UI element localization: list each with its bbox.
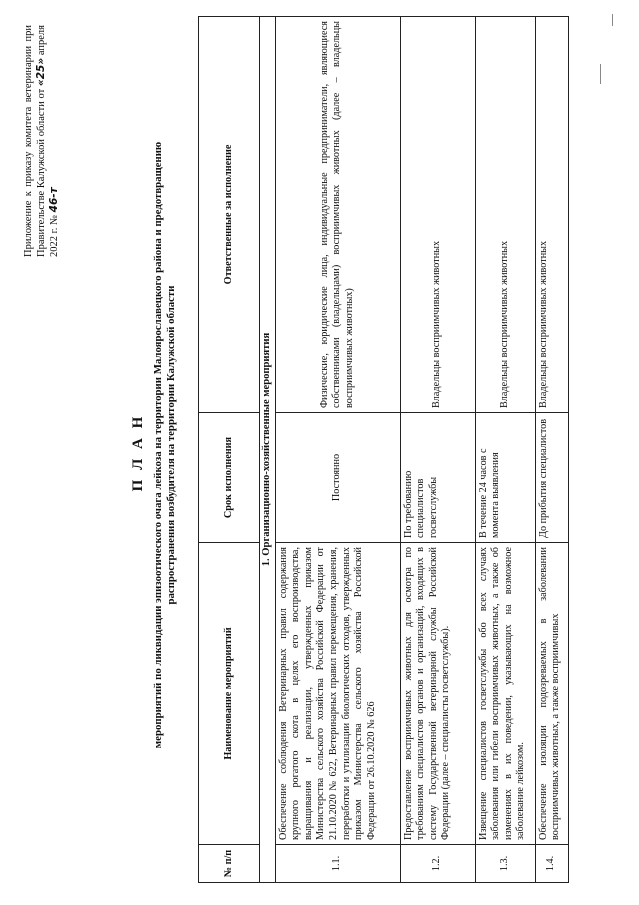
- section-row: [260, 17, 276, 883]
- appendix-line2-mid: апреля 2022 г. №: [36, 25, 60, 257]
- table-row: [400, 17, 475, 883]
- appendix-line1: Приложение к приказу комитета ветеринарии при Правительстве: [23, 25, 47, 257]
- row-term: По требованию специалистов госветслужбы: [400, 413, 475, 543]
- appendix-header: [22, 25, 61, 257]
- appendix-date-day: «25»: [35, 57, 47, 87]
- plan-table: [198, 16, 569, 883]
- appendix-order-number: 46-т: [48, 187, 60, 213]
- row-responsible: Владельцы восприимчивых животных: [400, 17, 475, 413]
- table-header-row: [199, 17, 260, 883]
- row-responsible: Физические, юридические лица, индивидуальные предприниматели, являющиеся собственниками (владельцами) восприимчивых животных (далее – владельцы восприимчивых животных): [275, 17, 400, 413]
- row-num: 1.2.: [400, 845, 475, 883]
- row-term: До прибытия специалистов: [535, 413, 568, 543]
- row-description: Извещение специалистов госветслужбы обо всех случаях заболевания или гибели восприимчивых животных, а также об изменениях в их поведении, указывающих на возможное заболевание лейкозом.: [475, 543, 535, 845]
- plan-subtitle: мероприятий по ликвидации эпизоотического очага лейкоза на территории Малоярославецкого района и предотвращению распространения возбудителя на территории Калужской области: [152, 141, 177, 749]
- header-term: Срок исполнения: [199, 413, 260, 543]
- row-description: Обеспечение изоляции подозреваемых в заболевании восприимчивых животных, а также восприимчивых: [535, 543, 568, 845]
- row-responsible: Владельцы восприимчивых животных: [535, 17, 568, 413]
- row-responsible: Владельцы восприимчивых животных: [475, 17, 535, 413]
- row-term: В течение 24 часов с момента выявления: [475, 413, 535, 543]
- header-description: Наименование мероприятий: [199, 543, 260, 845]
- row-term: Постоянно: [275, 413, 400, 543]
- section-title: 1. Организационно-хозяйственные мероприятия: [260, 17, 276, 883]
- table-row: [275, 17, 400, 883]
- plan-title: П Л А Н: [130, 413, 146, 492]
- row-description: Предоставление восприимчивых животных для осмотра по требованиям специалистов органов и организаций, входящих в систему Государственной ветеринарной службы Российской Федерации (далее – специалисты госветслужбы).: [400, 543, 475, 845]
- table-row: [475, 17, 535, 883]
- header-num: № п/п: [199, 845, 260, 883]
- row-num: 1.4.: [535, 845, 568, 883]
- row-description: Обеспечение соблюдения Ветеринарных правил содержания крупного рогатого скота в целях его воспроизводства, выращивания и реализации, утвержденных приказом Министерства сельского хозяйства Российской Федерации от 21.10.2020 № 622, Ветеринарных правил перемещения, хранения, переработки и утилизации биологических отходов, утвержденных приказом Министерства сельского хозяйства Российской Федерации от 26.10.2020 № 626: [275, 543, 400, 845]
- row-num: 1.3.: [475, 845, 535, 883]
- appendix-line2-prefix: Калужской области от: [36, 88, 47, 189]
- row-num: 1.1.: [275, 845, 400, 883]
- header-responsible: Ответственные за исполнение: [199, 17, 260, 413]
- table-row: [535, 17, 568, 883]
